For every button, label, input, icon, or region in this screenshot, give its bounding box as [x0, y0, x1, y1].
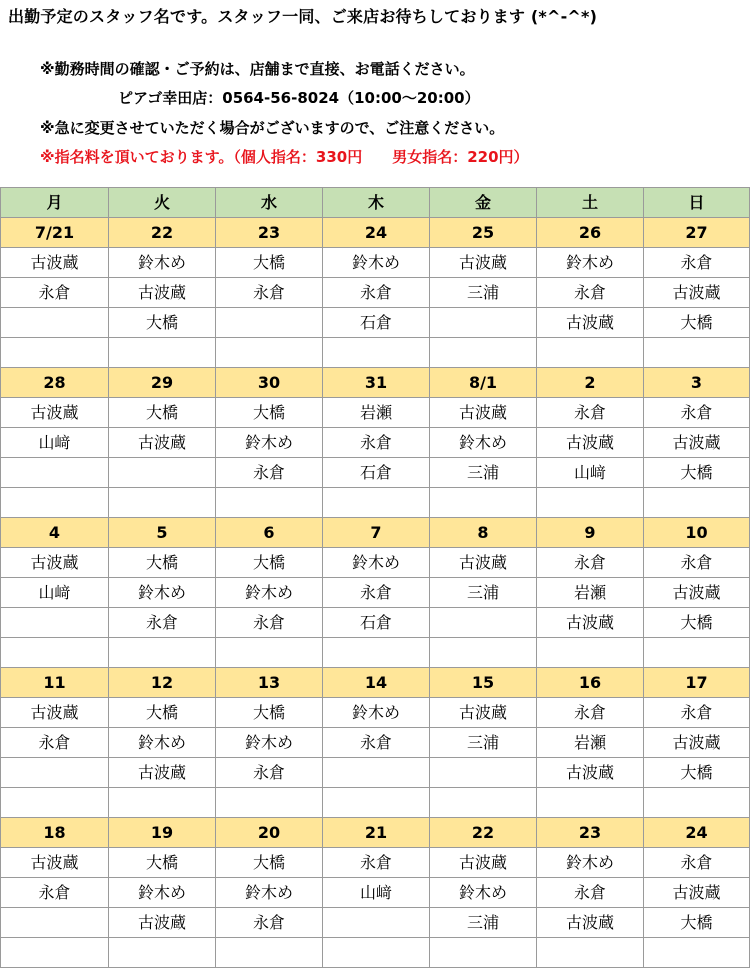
- staff-name-cell: 永倉: [216, 608, 323, 638]
- staff-name-cell: 永倉: [644, 848, 750, 878]
- staff-name-cell: 古波蔵: [109, 428, 216, 458]
- staff-name-cell: [323, 938, 430, 968]
- staff-name-cell: 永倉: [644, 548, 750, 578]
- date-cell: 8/1: [430, 368, 537, 398]
- date-cell: 15: [430, 668, 537, 698]
- staff-name-cell: 鈴木め: [430, 428, 537, 458]
- staff-name-cell: [1, 458, 109, 488]
- staff-row: [1, 548, 750, 578]
- date-cell: 18: [1, 818, 109, 848]
- staff-name-cell: 山﨑: [1, 578, 109, 608]
- staff-name-cell: 古波蔵: [537, 908, 644, 938]
- staff-name-cell: [323, 488, 430, 518]
- staff-name-cell: [323, 638, 430, 668]
- staff-name-cell: [430, 308, 537, 338]
- staff-name-cell: 古波蔵: [644, 278, 750, 308]
- staff-name-cell: 永倉: [537, 548, 644, 578]
- staff-name-cell: 永倉: [537, 278, 644, 308]
- staff-name-cell: 大橋: [216, 698, 323, 728]
- staff-name-cell: 鈴木め: [216, 728, 323, 758]
- nomination-fee-note: ※指名料を頂いております。（個人指名：330円 男女指名：220円）: [40, 148, 529, 166]
- reservation-note: ※勤務時間の確認・ご予約は、店舗まで直接、お電話ください。: [40, 60, 475, 78]
- staff-name-cell: [109, 638, 216, 668]
- staff-name-cell: [430, 488, 537, 518]
- staff-name-cell: 鈴木め: [216, 578, 323, 608]
- staff-name-cell: [216, 488, 323, 518]
- staff-name-cell: 永倉: [537, 398, 644, 428]
- staff-row: [1, 938, 750, 968]
- date-cell: 22: [109, 218, 216, 248]
- staff-name-cell: 永倉: [537, 698, 644, 728]
- staff-name-cell: 鈴木め: [430, 878, 537, 908]
- date-cell: 3: [644, 368, 750, 398]
- staff-name-cell: 三浦: [430, 458, 537, 488]
- weekday-header-thu: 木: [323, 188, 430, 218]
- staff-row: [1, 908, 750, 938]
- week-date-row: [1, 518, 750, 548]
- staff-name-cell: [430, 638, 537, 668]
- staff-name-cell: [430, 938, 537, 968]
- staff-name-cell: 永倉: [323, 848, 430, 878]
- date-cell: 11: [1, 668, 109, 698]
- staff-name-cell: 古波蔵: [1, 398, 109, 428]
- staff-name-cell: 永倉: [537, 878, 644, 908]
- staff-name-cell: 永倉: [323, 428, 430, 458]
- staff-name-cell: 石倉: [323, 458, 430, 488]
- staff-row: [1, 248, 750, 278]
- staff-name-cell: [1, 758, 109, 788]
- staff-name-cell: 古波蔵: [537, 758, 644, 788]
- staff-row: [1, 578, 750, 608]
- staff-name-cell: 大橋: [644, 758, 750, 788]
- staff-name-cell: 永倉: [216, 908, 323, 938]
- staff-name-cell: [430, 608, 537, 638]
- staff-name-cell: 鈴木め: [109, 728, 216, 758]
- staff-name-cell: 永倉: [323, 578, 430, 608]
- staff-name-cell: 大橋: [644, 308, 750, 338]
- staff-name-cell: [430, 788, 537, 818]
- staff-name-cell: 古波蔵: [430, 398, 537, 428]
- staff-name-cell: 鈴木め: [109, 248, 216, 278]
- staff-name-cell: [216, 338, 323, 368]
- week-date-row: [1, 668, 750, 698]
- staff-row: [1, 428, 750, 458]
- date-cell: 8: [430, 518, 537, 548]
- date-cell: 28: [1, 368, 109, 398]
- date-cell: 25: [430, 218, 537, 248]
- staff-name-cell: 古波蔵: [1, 848, 109, 878]
- date-cell: 7: [323, 518, 430, 548]
- staff-name-cell: [644, 638, 750, 668]
- staff-name-cell: 山﨑: [323, 878, 430, 908]
- date-cell: 24: [644, 818, 750, 848]
- staff-row: [1, 848, 750, 878]
- staff-name-cell: [430, 758, 537, 788]
- staff-name-cell: 大橋: [109, 848, 216, 878]
- staff-name-cell: 古波蔵: [109, 908, 216, 938]
- staff-name-cell: 古波蔵: [430, 698, 537, 728]
- staff-row: [1, 698, 750, 728]
- staff-name-cell: 永倉: [216, 278, 323, 308]
- staff-name-cell: [109, 488, 216, 518]
- staff-name-cell: [537, 488, 644, 518]
- weekday-header-mon: 月: [1, 188, 109, 218]
- staff-name-cell: [216, 938, 323, 968]
- staff-name-cell: 古波蔵: [644, 428, 750, 458]
- date-cell: 5: [109, 518, 216, 548]
- staff-name-cell: [109, 788, 216, 818]
- date-cell: 16: [537, 668, 644, 698]
- staff-name-cell: 鈴木め: [323, 548, 430, 578]
- staff-name-cell: 大橋: [109, 698, 216, 728]
- date-cell: 30: [216, 368, 323, 398]
- staff-name-cell: [537, 338, 644, 368]
- staff-name-cell: [644, 338, 750, 368]
- staff-name-cell: 岩瀬: [537, 578, 644, 608]
- date-cell: 21: [323, 818, 430, 848]
- staff-name-cell: 大橋: [644, 908, 750, 938]
- staff-name-cell: [537, 638, 644, 668]
- date-cell: 29: [109, 368, 216, 398]
- date-cell: 19: [109, 818, 216, 848]
- date-cell: 13: [216, 668, 323, 698]
- date-cell: 14: [323, 668, 430, 698]
- staff-name-cell: 鈴木め: [323, 248, 430, 278]
- page-title: 出勤予定のスタッフ名です。スタッフ一同、ご来店お待ちしております (*^-^*): [8, 7, 598, 26]
- staff-name-cell: [1, 638, 109, 668]
- staff-name-cell: 大橋: [216, 248, 323, 278]
- staff-name-cell: 永倉: [1, 278, 109, 308]
- staff-row: [1, 758, 750, 788]
- weekday-header-sat: 土: [537, 188, 644, 218]
- staff-row: [1, 308, 750, 338]
- staff-name-cell: 鈴木め: [323, 698, 430, 728]
- date-cell: 17: [644, 668, 750, 698]
- staff-name-cell: 古波蔵: [644, 878, 750, 908]
- staff-name-cell: [1, 338, 109, 368]
- staff-name-cell: [430, 338, 537, 368]
- staff-name-cell: 古波蔵: [109, 758, 216, 788]
- staff-name-cell: 永倉: [644, 698, 750, 728]
- staff-name-cell: 三浦: [430, 278, 537, 308]
- staff-name-cell: 永倉: [216, 458, 323, 488]
- staff-name-cell: 山﨑: [537, 458, 644, 488]
- staff-name-cell: 古波蔵: [109, 278, 216, 308]
- staff-name-cell: 大橋: [644, 608, 750, 638]
- date-cell: 20: [216, 818, 323, 848]
- date-cell: 31: [323, 368, 430, 398]
- staff-name-cell: [644, 938, 750, 968]
- staff-row: [1, 728, 750, 758]
- staff-name-cell: [537, 938, 644, 968]
- staff-name-cell: 大橋: [109, 548, 216, 578]
- staff-name-cell: [1, 788, 109, 818]
- staff-name-cell: 岩瀬: [323, 398, 430, 428]
- staff-name-cell: 三浦: [430, 728, 537, 758]
- staff-name-cell: [1, 308, 109, 338]
- week-date-row: [1, 368, 750, 398]
- staff-name-cell: 永倉: [216, 758, 323, 788]
- staff-name-cell: 鈴木め: [109, 578, 216, 608]
- staff-name-cell: 永倉: [644, 248, 750, 278]
- staff-name-cell: 古波蔵: [644, 728, 750, 758]
- date-cell: 23: [216, 218, 323, 248]
- staff-name-cell: 古波蔵: [537, 308, 644, 338]
- weekday-header-row: [1, 188, 750, 218]
- staff-name-cell: [1, 608, 109, 638]
- staff-name-cell: 鈴木め: [216, 428, 323, 458]
- staff-name-cell: 古波蔵: [1, 548, 109, 578]
- weekday-header-tue: 火: [109, 188, 216, 218]
- staff-name-cell: 古波蔵: [644, 578, 750, 608]
- staff-name-cell: 古波蔵: [430, 548, 537, 578]
- staff-name-cell: 大橋: [216, 548, 323, 578]
- staff-name-cell: 永倉: [1, 878, 109, 908]
- staff-name-cell: 古波蔵: [1, 698, 109, 728]
- staff-name-cell: 大橋: [109, 398, 216, 428]
- staff-name-cell: 古波蔵: [537, 428, 644, 458]
- staff-row: [1, 458, 750, 488]
- staff-name-cell: 鈴木め: [537, 848, 644, 878]
- staff-name-cell: 鈴木め: [109, 878, 216, 908]
- staff-row: [1, 788, 750, 818]
- staff-name-cell: 石倉: [323, 308, 430, 338]
- change-warning-note: ※急に変更させていただく場合がございますので、ご注意ください。: [40, 119, 505, 137]
- staff-name-cell: [109, 338, 216, 368]
- staff-row: [1, 488, 750, 518]
- staff-name-cell: [323, 758, 430, 788]
- staff-name-cell: 大橋: [216, 398, 323, 428]
- weekday-header-sun: 日: [644, 188, 750, 218]
- date-cell: 9: [537, 518, 644, 548]
- date-cell: 7/21: [1, 218, 109, 248]
- staff-name-cell: [109, 938, 216, 968]
- staff-row: [1, 878, 750, 908]
- staff-name-cell: 永倉: [323, 728, 430, 758]
- notice-header: [0, 0, 750, 186]
- staff-name-cell: 永倉: [644, 398, 750, 428]
- date-cell: 24: [323, 218, 430, 248]
- staff-row: [1, 278, 750, 308]
- staff-name-cell: 三浦: [430, 578, 537, 608]
- staff-name-cell: [323, 788, 430, 818]
- staff-name-cell: 石倉: [323, 608, 430, 638]
- staff-name-cell: 三浦: [430, 908, 537, 938]
- weekday-header-wed: 水: [216, 188, 323, 218]
- date-cell: 6: [216, 518, 323, 548]
- date-cell: 10: [644, 518, 750, 548]
- staff-row: [1, 638, 750, 668]
- staff-name-cell: 鈴木め: [537, 248, 644, 278]
- week-date-row: [1, 218, 750, 248]
- staff-name-cell: [1, 488, 109, 518]
- staff-name-cell: 古波蔵: [430, 248, 537, 278]
- schedule-body: [1, 188, 750, 968]
- staff-name-cell: [216, 308, 323, 338]
- staff-name-cell: [1, 938, 109, 968]
- staff-name-cell: 岩瀬: [537, 728, 644, 758]
- staff-name-cell: [1, 908, 109, 938]
- staff-row: [1, 398, 750, 428]
- weekday-header-fri: 金: [430, 188, 537, 218]
- staff-row: [1, 338, 750, 368]
- staff-name-cell: [109, 458, 216, 488]
- date-cell: 27: [644, 218, 750, 248]
- staff-name-cell: [216, 788, 323, 818]
- staff-name-cell: [323, 908, 430, 938]
- staff-name-cell: 大橋: [644, 458, 750, 488]
- staff-name-cell: 古波蔵: [430, 848, 537, 878]
- date-cell: 12: [109, 668, 216, 698]
- staff-row: [1, 608, 750, 638]
- staff-name-cell: 永倉: [1, 728, 109, 758]
- staff-name-cell: [644, 488, 750, 518]
- store-phone-note: ピアゴ幸田店：0564-56-8024（10:00～20:00）: [118, 89, 480, 107]
- date-cell: 23: [537, 818, 644, 848]
- shift-schedule-table: [0, 187, 750, 968]
- staff-name-cell: 山﨑: [1, 428, 109, 458]
- date-cell: 2: [537, 368, 644, 398]
- staff-name-cell: 古波蔵: [537, 608, 644, 638]
- staff-name-cell: 鈴木め: [216, 878, 323, 908]
- staff-name-cell: [323, 338, 430, 368]
- staff-name-cell: 永倉: [109, 608, 216, 638]
- staff-name-cell: 大橋: [109, 308, 216, 338]
- date-cell: 4: [1, 518, 109, 548]
- staff-name-cell: 永倉: [323, 278, 430, 308]
- week-date-row: [1, 818, 750, 848]
- date-cell: 26: [537, 218, 644, 248]
- date-cell: 22: [430, 818, 537, 848]
- staff-name-cell: 大橋: [216, 848, 323, 878]
- staff-name-cell: [537, 788, 644, 818]
- staff-name-cell: [644, 788, 750, 818]
- staff-name-cell: 古波蔵: [1, 248, 109, 278]
- staff-name-cell: [216, 638, 323, 668]
